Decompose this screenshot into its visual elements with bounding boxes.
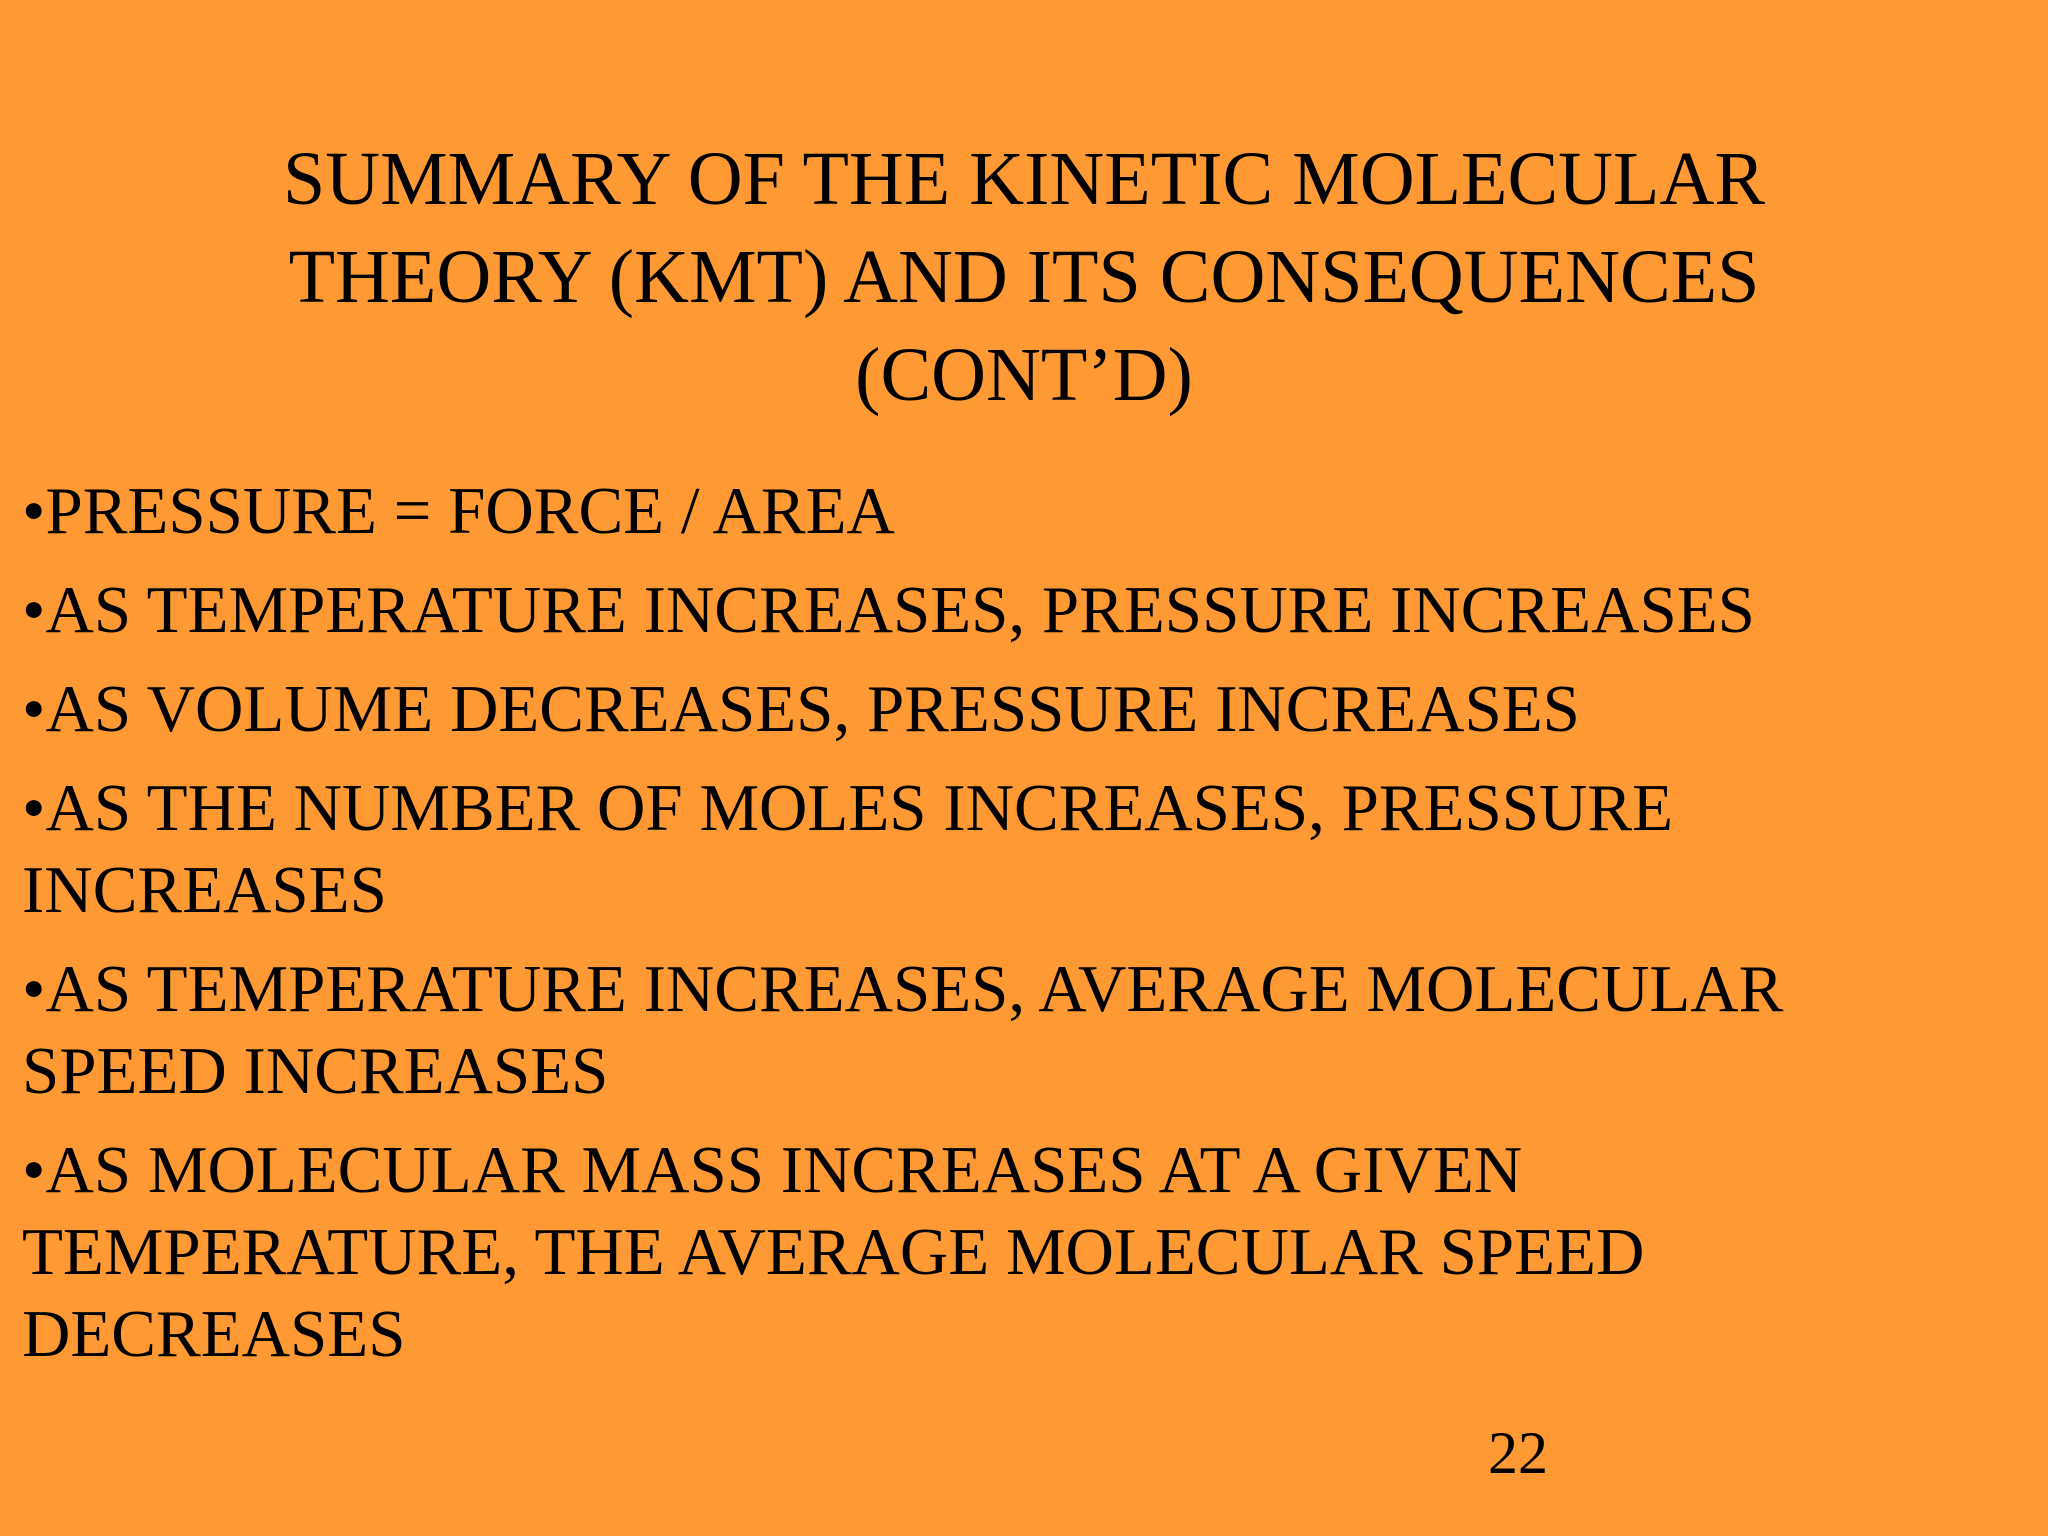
bullet-text: AS TEMPERATURE INCREASES, PRESSURE INCREASES	[45, 573, 1755, 647]
bullet-icon: •	[22, 573, 46, 647]
bullet-icon: •	[22, 672, 46, 746]
bullet-icon: •	[22, 474, 46, 548]
bullet-text: AS VOLUME DECREASES, PRESSURE INCREASES	[45, 672, 1580, 746]
bullet-icon: •	[22, 1133, 46, 1207]
bullet-icon: •	[22, 771, 46, 845]
page-number: 22	[1488, 1420, 1548, 1486]
bullet-text: AS THE NUMBER OF MOLES INCREASES, PRESSURE INCREASES	[22, 771, 1673, 927]
bullet-list	[22, 470, 1922, 1392]
bullet-item	[22, 948, 1922, 1112]
slide-title	[0, 130, 2048, 424]
bullet-item	[22, 1129, 1922, 1375]
bullet-icon: •	[22, 952, 46, 1026]
bullet-item	[22, 668, 1922, 750]
bullet-text: AS MOLECULAR MASS INCREASES AT A GIVEN TEMPERATURE, THE AVERAGE MOLECULAR SPEED DECREASES	[22, 1133, 1645, 1371]
bullet-text: AS TEMPERATURE INCREASES, AVERAGE MOLECULAR SPEED INCREASES	[22, 952, 1784, 1108]
bullet-item	[22, 470, 1922, 552]
slide-title-line-3: (CONT’D)	[855, 333, 1193, 417]
slide-title-line-2: THEORY (KMT) AND ITS CONSEQUENCES	[288, 235, 1760, 319]
slide-title-line-1: SUMMARY OF THE KINETIC MOLECULAR	[282, 137, 1766, 221]
bullet-item	[22, 767, 1922, 931]
bullet-item	[22, 569, 1922, 651]
bullet-text: PRESSURE = FORCE / AREA	[45, 474, 895, 548]
